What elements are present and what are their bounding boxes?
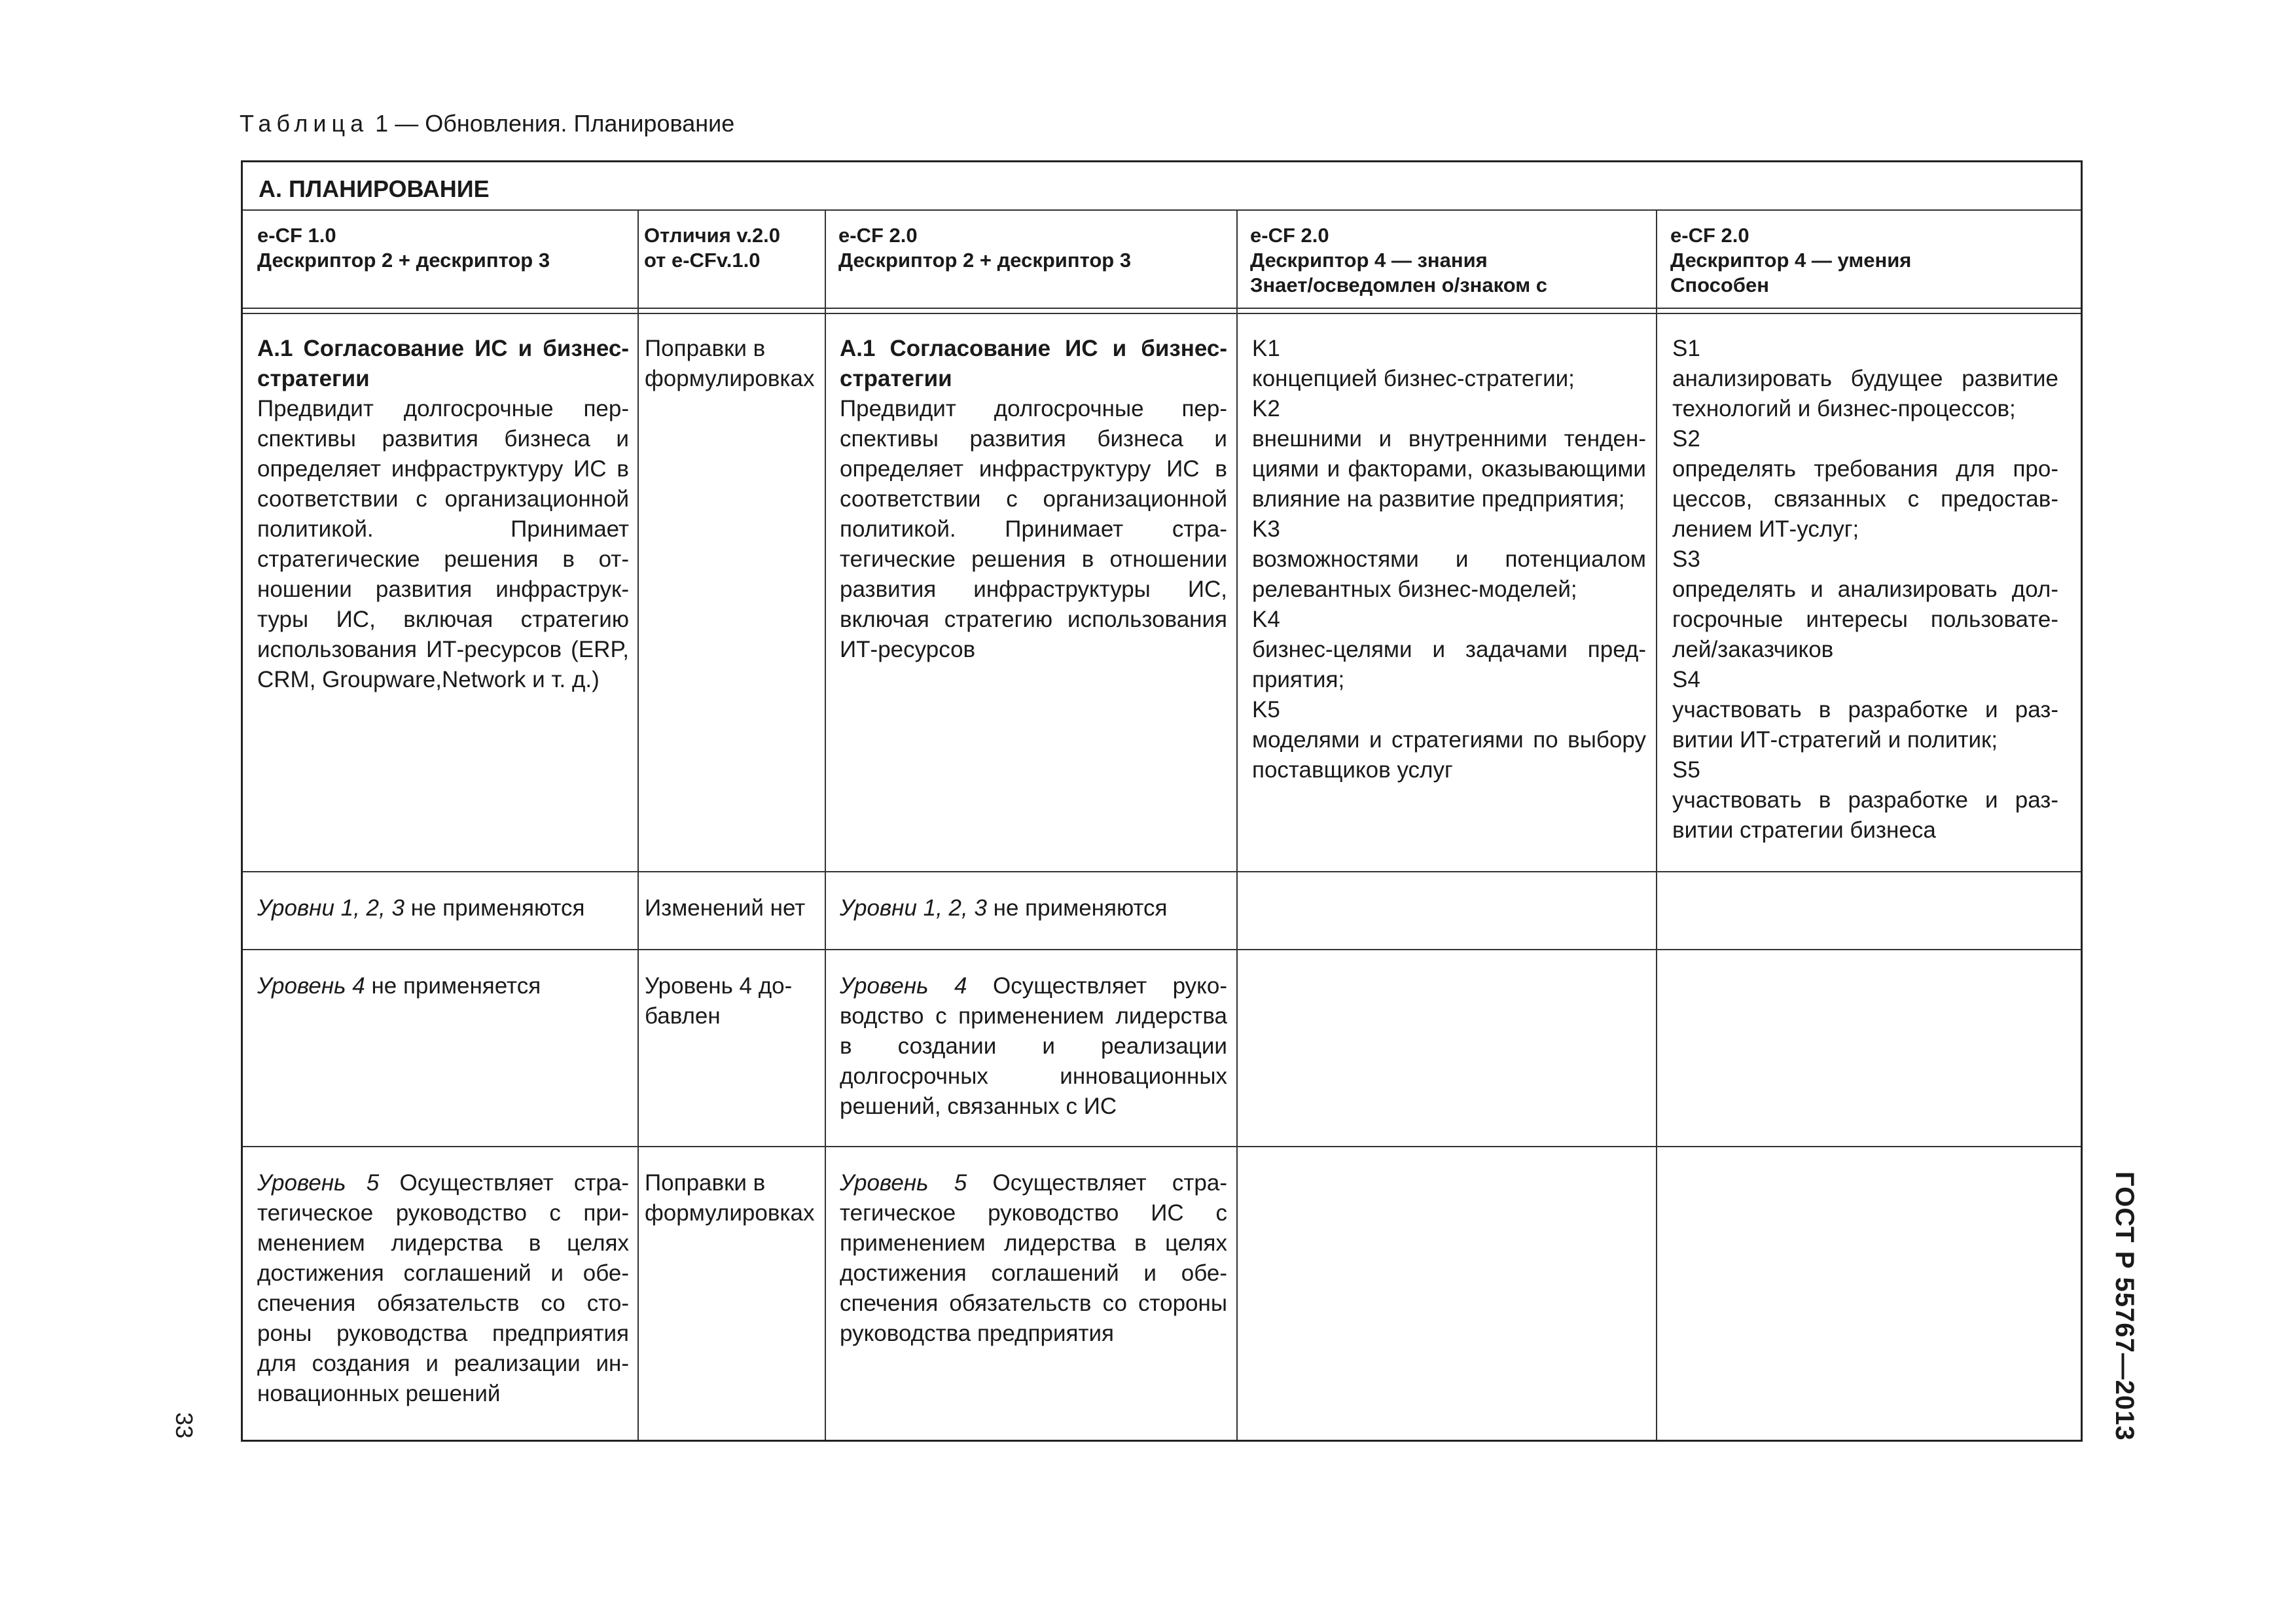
skill-item (1672, 334, 2058, 424)
header-line: e-CF 2.0 (1670, 224, 1749, 247)
level-text: не применяется (365, 973, 541, 999)
caption-text: 1 — Обновления. Планирование (375, 110, 735, 137)
knowledge-item (1252, 394, 1646, 514)
knowledge-item (1252, 605, 1646, 695)
level-text: не применяются (986, 895, 1168, 921)
competence-text: Предвидит долгосрочные перспективы развития бизнеса и определяет инфраструктуру ИС в соответствии с организационной политикой. Принимает стратегические решения в отношении развития инфраструктуры ИС, включая стратегию использования ИТ-ресурсов (ERP, CRM, Groupware,Network и т. д.) (257, 396, 629, 692)
difference-text: Изменений нет (645, 895, 806, 921)
levels-1-3-v1 (257, 893, 629, 923)
difference-text: Поправки в формулировках (645, 1170, 815, 1226)
header-line: Дескриптор 4 — знания (1250, 249, 1488, 272)
level-label: Уровень 5 (257, 1170, 380, 1196)
level-label: Уровень 5 (840, 1170, 967, 1196)
knowledge-item (1252, 695, 1646, 785)
skill-code: S5 (1672, 757, 1700, 783)
header-cell (644, 223, 821, 273)
header-line: e-CF 1.0 (257, 224, 336, 247)
header-line: Способен (1670, 274, 1769, 296)
row-divider (243, 949, 2081, 950)
header-divider (243, 308, 2081, 309)
planning-table (241, 160, 2083, 1442)
header-line: Знает/осведомлен о/знаком с (1250, 274, 1548, 296)
knowledge-item (1252, 514, 1646, 605)
header-line: от e-CFv.1.0 (644, 249, 761, 272)
knowledge-text: концепцией бизнес-стратегии; (1252, 366, 1575, 391)
skill-code: S1 (1672, 336, 1700, 361)
header-cell (1670, 223, 2063, 298)
skill-code: S3 (1672, 546, 1700, 572)
difference-text: Поправки в формулировках (645, 336, 815, 391)
knowledge-text: бизнес-целями и задачами предприятия; (1252, 637, 1646, 692)
header-line: e-CF 2.0 (1250, 224, 1329, 247)
skill-item (1672, 424, 2058, 544)
competence-text: Предвидит долгосрочные перспективы развития бизнеса и определяет инфраструктуру ИС в соответствии с организационной политикой. Принимает стратегические решения в отношении развития инфраструктуры ИС, включая стратегию использования ИТ-ресурсов (840, 396, 1227, 662)
skill-text: участвовать в разработке и развитии стратегии бизнеса (1672, 787, 2058, 843)
competence-title: А.1 Согласование ИС и бизнес-стратегии (840, 336, 1227, 391)
knowledge-code: K5 (1252, 697, 1280, 722)
section-title-row (243, 162, 2081, 211)
skill-item (1672, 544, 2058, 665)
level-text: Осуществляет стратегическое руководство ИС с применением лидерства в целях достижения соглашений и обеспечения обязательств со стороны руководства предприятия (840, 1170, 1228, 1346)
competence-title: А.1 Согласование ИС и бизнес-стратегии (257, 336, 629, 391)
level-label: Уровень 4 (840, 973, 967, 999)
knowledge-list (1252, 334, 1646, 785)
level-4-v2 (840, 971, 1227, 1122)
competence-a1-v2 (840, 334, 1227, 665)
header-divider (243, 313, 2081, 314)
knowledge-text: внешними и внутренними тенденциями и факторами, оказывающими влияние на развитие предприятия; (1252, 426, 1646, 512)
knowledge-item (1252, 334, 1646, 394)
knowledge-code: K1 (1252, 336, 1280, 361)
level-5-v2 (840, 1168, 1227, 1349)
level-label: Уровни 1, 2, 3 (257, 895, 404, 921)
level-text: Осуществляет руководство с применением лидерства в создании и реализации долгосрочных инновационных решений, связанных с ИС (840, 973, 1227, 1119)
column-divider (637, 211, 639, 1440)
header-cell (838, 223, 1231, 273)
column-divider (1656, 211, 1657, 1440)
knowledge-code: K4 (1252, 607, 1280, 632)
skills-list (1672, 334, 2058, 846)
skill-item (1672, 755, 2058, 846)
knowledge-code: K3 (1252, 516, 1280, 542)
skill-code: S2 (1672, 426, 1700, 452)
level-4-v1 (257, 971, 629, 1001)
level-text: Осуществляет стратегическое руководство с применением лидерства в целях достижения соглашений и обеспечения обязательств со стороны руководства предприятия для создания и реализации инновационных решений (257, 1170, 630, 1406)
page-number: 33 (171, 1412, 198, 1439)
column-divider (825, 211, 826, 1440)
row-divider (243, 871, 2081, 872)
difference-cell (645, 1168, 823, 1228)
difference-cell (645, 893, 825, 923)
row-divider (243, 1146, 2081, 1147)
section-title: А. ПЛАНИРОВАНИЕ (259, 175, 490, 202)
skill-text: участвовать в разработке и развитии ИТ-стратегий и политик; (1672, 697, 2058, 753)
column-divider (1236, 211, 1238, 1440)
header-line: Отличия v.2.0 (644, 224, 781, 247)
competence-a1-v1 (257, 334, 629, 695)
skill-text: определять и анализировать долгосрочные интересы пользователей/заказчиков (1672, 577, 2058, 662)
difference-cell (645, 971, 823, 1031)
level-label: Уровень 4 (257, 973, 365, 999)
header-line: Дескриптор 2 + дескриптор 3 (257, 249, 550, 272)
level-5-v1 (257, 1168, 629, 1409)
header-line: e-CF 2.0 (838, 224, 918, 247)
level-text: не применяются (404, 895, 585, 921)
header-line: Дескриптор 4 — умения (1670, 249, 1912, 272)
difference-text: Уровень 4 добавлен (645, 973, 793, 1029)
skill-text: анализировать будущее развитие технологий и бизнес-процессов; (1672, 366, 2058, 421)
header-cell (257, 223, 630, 273)
knowledge-text: возможностями и потенциалом релевантных бизнес-моделей; (1252, 546, 1646, 602)
difference-cell (645, 334, 823, 394)
header-cell (1250, 223, 1649, 298)
skill-text: определять требования для процессов, связанных с предоставлением ИТ-услуг; (1672, 456, 2058, 542)
level-label: Уровни 1, 2, 3 (840, 895, 987, 921)
skill-code: S4 (1672, 667, 1700, 692)
table-caption (240, 110, 734, 137)
knowledge-text: моделями и стратегиями по выбору поставщиков услуг (1252, 727, 1646, 783)
standard-label: ГОСТ Р 55767—2013 (2110, 1171, 2139, 1441)
skill-item (1672, 665, 2058, 755)
header-line: Дескриптор 2 + дескриптор 3 (838, 249, 1132, 272)
knowledge-code: K2 (1252, 396, 1280, 421)
caption-label: Таблица (240, 110, 369, 137)
levels-1-3-v2 (840, 893, 1227, 923)
